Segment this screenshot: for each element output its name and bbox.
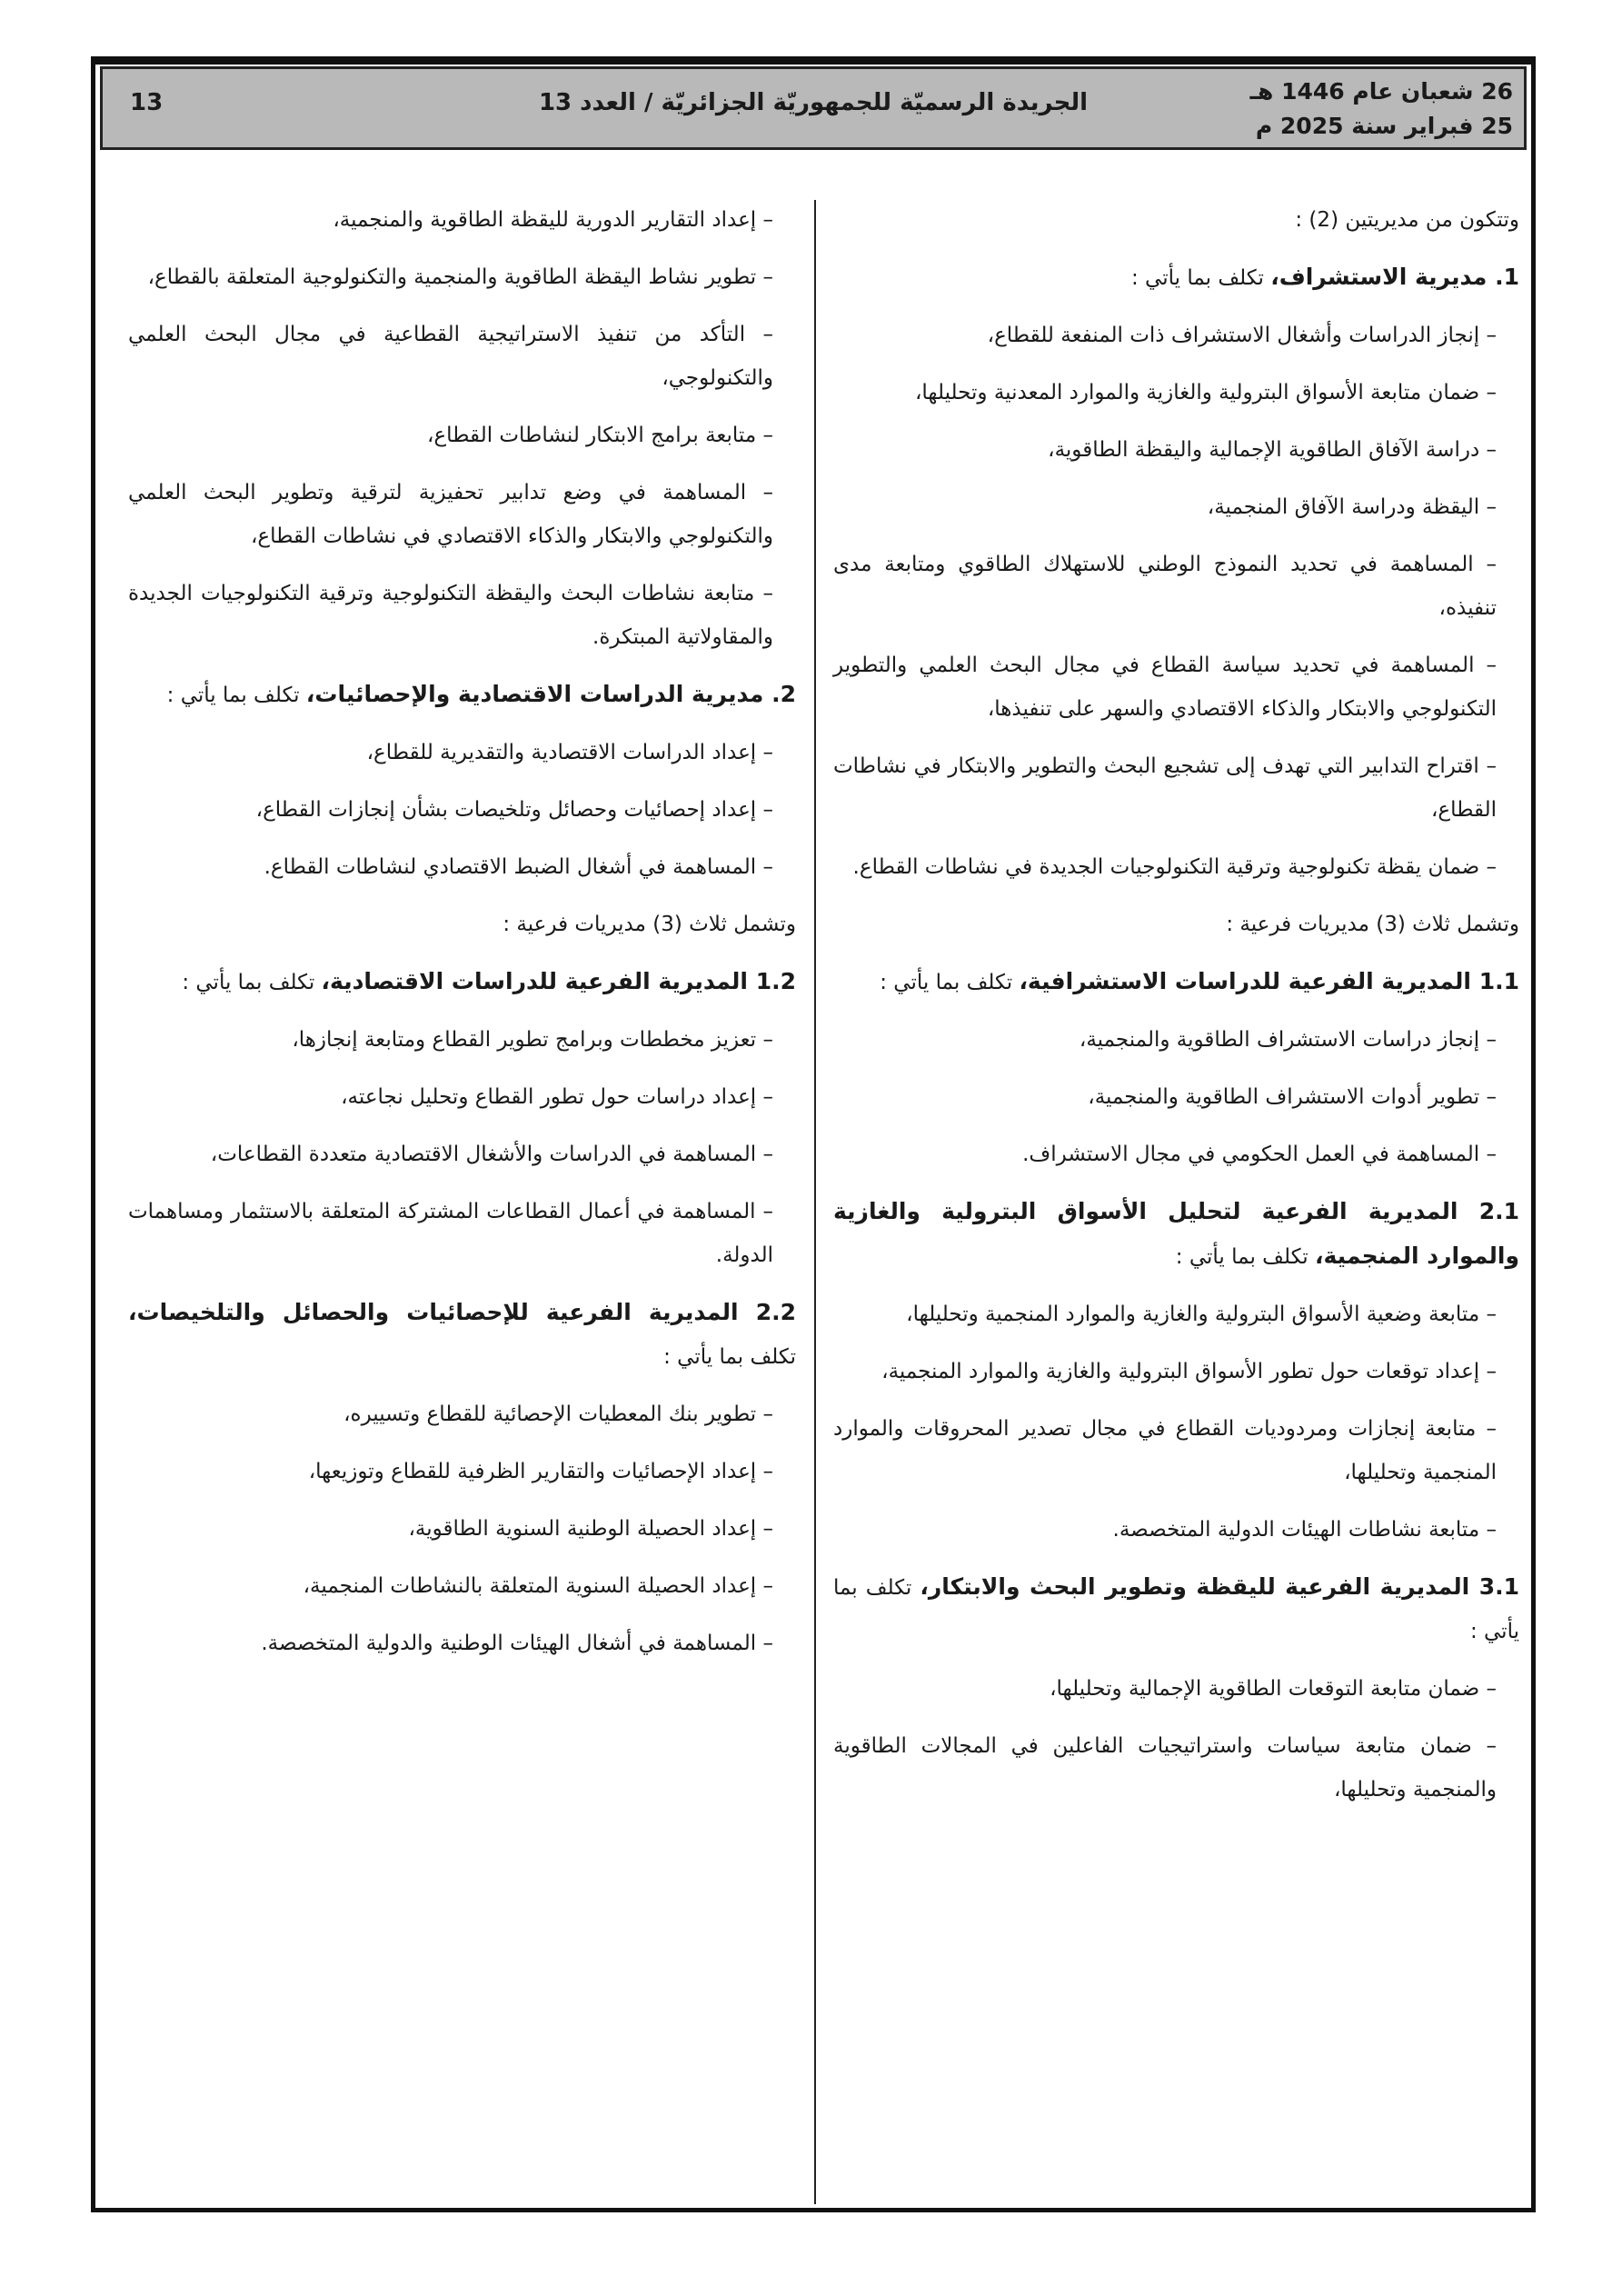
heading-bold-text: 2.2 المديرية الفرعية للإحصائيات والحصائل والتلخيصات، [128, 1299, 796, 1325]
paragraph [833, 903, 1519, 946]
column-divider [814, 200, 816, 2204]
section-heading [833, 960, 1519, 1004]
section-heading [128, 960, 796, 1004]
paragraph-text: – متابعة نشاطات البحث واليقظة التكنولوجية وترقية التكنولوجيات الجديدة والمقاولاتية المبتكرة. [128, 582, 773, 649]
heading-bold-text: 1.1 المديرية الفرعية للدراسات الاستشرافية، [1019, 968, 1519, 994]
paragraph [128, 1507, 796, 1551]
paragraph-text: – إعداد توقعات حول تطور الأسواق البترولية والغازية والموارد المنجمية، [881, 1360, 1497, 1383]
paragraph [128, 313, 796, 400]
paragraph [833, 1724, 1519, 1812]
paragraph-text: – دراسة الآفاق الطاقوية الإجمالية واليقظة الطاقوية، [1048, 438, 1497, 462]
date-hijri: 26 شعبان عام 1446 هـ [1249, 78, 1513, 105]
paragraph [128, 1450, 796, 1493]
section-heading [833, 255, 1519, 300]
paragraph [128, 198, 796, 242]
paragraph [128, 845, 796, 889]
paragraph [128, 1190, 796, 1277]
heading-bold-text: 2. مديرية الدراسات الاقتصادية والإحصائيات، [305, 681, 796, 707]
paragraph-text: – تعزيز مخططات وبرامج تطوير القطاع ومتابعة إنجازها، [292, 1028, 773, 1052]
section-heading [128, 673, 796, 717]
paragraph [833, 744, 1519, 832]
paragraph [833, 1350, 1519, 1393]
paragraph-text: تكلف بما يأتي : [1130, 266, 1271, 290]
paragraph-text: – إعداد إحصائيات وحصائل وتلخيصات بشأن إنجازات القطاع، [255, 798, 773, 822]
paragraph-text: – التأكد من تنفيذ الاستراتيجية القطاعية في مجال البحث العلمي والتكنولوجي، [128, 323, 773, 390]
paragraph [833, 485, 1519, 529]
paragraph [833, 198, 1519, 242]
paragraph [833, 845, 1519, 889]
paragraph [128, 788, 796, 832]
paragraph-text: تكلف بما يأتي : [182, 971, 322, 994]
journal-title: الجريدة الرسميّة للجمهوريّة الجزائريّة / العدد 13 [538, 89, 1089, 116]
paragraph-text: تكلف بما يأتي : [1175, 1245, 1315, 1269]
paragraph [833, 428, 1519, 472]
left-column [128, 198, 796, 1679]
paragraph [128, 1075, 796, 1119]
paragraph [833, 1075, 1519, 1119]
paragraph-text: – إعداد الحصيلة الوطنية السنوية الطاقوية، [408, 1517, 773, 1541]
paragraph-text: – تطوير نشاط اليقظة الطاقوية والمنجمية والتكنولوجية المتعلقة بالقطاع، [147, 265, 773, 289]
paragraph-text: – المساهمة في تحديد النموذج الوطني للاستهلاك الطاقوي ومتابعة مدى تنفيذه، [833, 553, 1497, 620]
paragraph [833, 1667, 1519, 1711]
heading-bold-text: 3.1 المديرية الفرعية لليقظة وتطوير البحث والابتكار، [920, 1573, 1519, 1600]
paragraph [128, 1018, 796, 1062]
paragraph-text: – المساهمة في أشغال الضبط الاقتصادي لنشاطات القطاع. [264, 855, 773, 879]
paragraph [128, 1622, 796, 1665]
paragraph-text: – إعداد دراسات حول تطور القطاع وتحليل نجاعته، [341, 1085, 773, 1109]
paragraph-text: – ضمان متابعة الأسواق البترولية والغازية والموارد المعدنية وتحليلها، [914, 381, 1497, 404]
paragraph-text: – المساهمة في أعمال القطاعات المشتركة المتعلقة بالاستثمار ومساهمات الدولة. [128, 1200, 773, 1267]
paragraph-text: – المساهمة في وضع تدابير تحفيزية لترقية وتطوير البحث العلمي والتكنولوجي والابتكار والذكاء الاقتصادي في نشاطات القطاع، [128, 481, 773, 548]
paragraph [128, 1564, 796, 1608]
paragraph [128, 731, 796, 774]
paragraph-text: – المساهمة في الدراسات والأشغال الاقتصادية متعددة القطاعات، [210, 1143, 773, 1166]
paragraph-text: – ضمان متابعة سياسات واستراتيجيات الفاعلين في المجالات الطاقوية والمنجمية وتحليلها، [833, 1734, 1497, 1802]
paragraph [833, 1293, 1519, 1336]
paragraph-text: – إعداد الإحصائيات والتقارير الظرفية للقطاع وتوزيعها، [308, 1460, 773, 1483]
heading-bold-text: 1.2 المديرية الفرعية للدراسات الاقتصادية، [321, 968, 796, 994]
paragraph-text: – متابعة برامج الابتكار لنشاطات القطاع، [427, 424, 773, 447]
heading-bold-text: 2.1 المديرية الفرعية لتحليل الأسواق البترولية والغازية والموارد المنجمية، [833, 1198, 1519, 1269]
paragraph [128, 471, 796, 558]
paragraph [833, 1508, 1519, 1552]
paragraph-text: وتشمل ثلاث (3) مديريات فرعية : [503, 913, 796, 936]
paragraph-text: – المساهمة في تحديد سياسة القطاع في مجال البحث العلمي والتطوير التكنولوجي والابتكار والذكاء الاقتصادي والسهر على تنفيذها، [833, 654, 1497, 721]
paragraph-text: – اليقظة ودراسة الآفاق المنجمية، [1207, 495, 1497, 519]
paragraph [833, 543, 1519, 630]
section-heading [833, 1565, 1519, 1653]
paragraph-text: – المساهمة في العمل الحكومي في مجال الاستشراف. [1022, 1143, 1497, 1166]
heading-bold-text: 1. مديرية الاستشراف، [1270, 264, 1519, 290]
paragraph-text: تكلف بما يأتي : [663, 1345, 796, 1369]
paragraph-text: – إنجاز الدراسات وأشغال الاستشراف ذات المنفعة للقطاع، [987, 324, 1497, 347]
paragraph-text: – تطوير أدوات الاستشراف الطاقوية والمنجمية، [1088, 1085, 1497, 1109]
paragraph [128, 903, 796, 946]
paragraph [128, 572, 796, 659]
page-header [100, 66, 1527, 150]
date-gregorian: 25 فبراير سنة 2025 م [1255, 113, 1513, 139]
right-column [833, 198, 1519, 1825]
paragraph-text: – ضمان متابعة التوقعات الطاقوية الإجمالية وتحليلها، [1050, 1677, 1497, 1701]
paragraph-text: – متابعة نشاطات الهيئات الدولية المتخصصة. [1112, 1518, 1497, 1542]
paragraph-text: – اقتراح التدابير التي تهدف إلى تشجيع البحث والتطوير والابتكار في نشاطات القطاع، [833, 754, 1497, 822]
paragraph [833, 1018, 1519, 1062]
section-heading [833, 1190, 1519, 1279]
paragraph-text: – متابعة وضعية الأسواق البترولية والغازية والموارد المنجمية وتحليلها، [906, 1303, 1497, 1326]
paragraph-text: – إعداد الحصيلة السنوية المتعلقة بالنشاطات المنجمية، [303, 1574, 773, 1598]
paragraph-text: – المساهمة في أشغال الهيئات الوطنية والدولية المتخصصة. [261, 1632, 773, 1655]
paragraph-text: – متابعة إنجازات ومردوديات القطاع في مجال تصدير المحروقات والموارد المنجمية وتحليلها، [833, 1417, 1497, 1484]
paragraph [128, 255, 796, 299]
paragraph [128, 1133, 796, 1176]
paragraph-text: تكلف بما يأتي : [880, 971, 1020, 994]
paragraph-text: وتتكون من مديريتين (2) : [1295, 208, 1519, 232]
paragraph-text: تكلف بما يأتي : [833, 1576, 1519, 1643]
paragraph-text: وتشمل ثلاث (3) مديريات فرعية : [1226, 913, 1519, 936]
paragraph [833, 314, 1519, 357]
paragraph [128, 414, 796, 457]
paragraph-text: – ضمان يقظة تكنولوجية وترقية التكنولوجيات الجديدة في نشاطات القطاع. [852, 855, 1497, 879]
paragraph-text: – إعداد التقارير الدورية لليقظة الطاقوية والمنجمية، [333, 208, 773, 232]
section-heading [128, 1291, 796, 1379]
paragraph [833, 1407, 1519, 1494]
paragraph [833, 1133, 1519, 1176]
paragraph-text: – إعداد الدراسات الاقتصادية والتقديرية للقطاع، [366, 741, 773, 764]
paragraph [833, 644, 1519, 731]
page-number: 13 [130, 89, 164, 116]
paragraph [833, 371, 1519, 414]
paragraph [128, 1393, 796, 1436]
paragraph-text: – تطوير بنك المعطيات الإحصائية للقطاع وتسييره، [343, 1403, 773, 1426]
paragraph-text: تكلف بما يأتي : [166, 684, 306, 707]
paragraph-text: – إنجاز دراسات الاستشراف الطاقوية والمنجمية، [1079, 1028, 1497, 1052]
